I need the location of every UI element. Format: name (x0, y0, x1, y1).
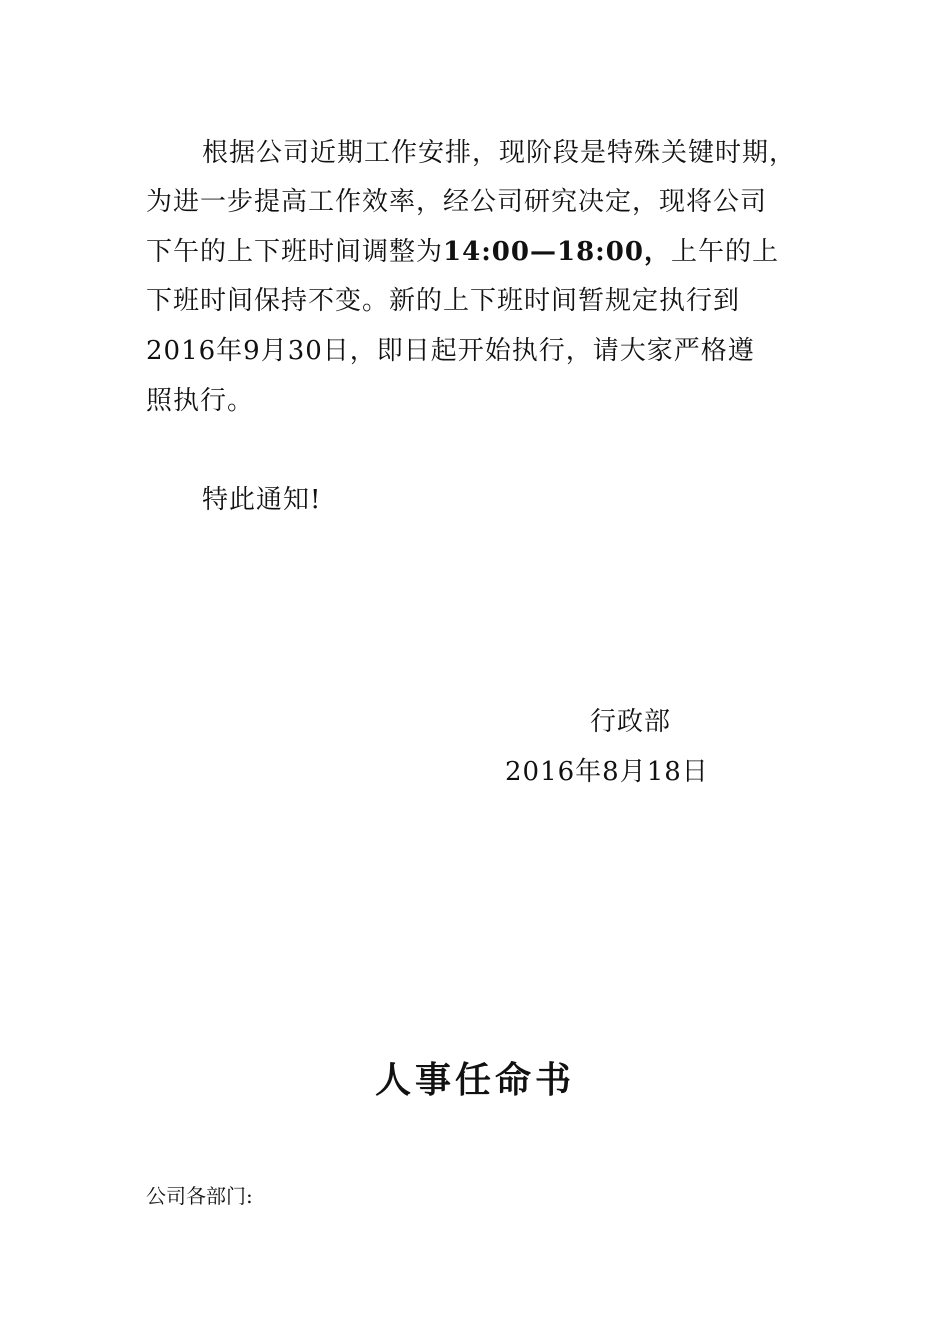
paragraph-line (146, 237, 779, 267)
paragraph-line: 根据公司近期工作安排，现阶段是特殊关键时期， (202, 138, 797, 168)
paragraph-line: 为进一步提高工作效率，经公司研究决定，现将公司 (146, 187, 768, 217)
paragraph-line: 下班时间保持不变。新的上下班时间暂规定执行到 (146, 286, 741, 316)
paragraph-text: 上午的上 (670, 237, 779, 267)
paragraph-line: 2016年9月30日，即日起开始执行，请大家严格遵 (146, 336, 755, 366)
signature-department: 行政部 (590, 707, 672, 737)
paragraph-line: 照执行。 (146, 386, 255, 416)
paragraph-text: 下午的上下班时间调整为 (146, 237, 444, 267)
closing-text: 特此通知! (202, 485, 322, 515)
work-hours: 14:00—18:00， (443, 237, 671, 267)
appointment-title: 人事任命书 (374, 1060, 575, 1101)
salutation: 公司各部门: (146, 1184, 253, 1208)
signature-date: 2016年8月18日 (505, 757, 709, 787)
